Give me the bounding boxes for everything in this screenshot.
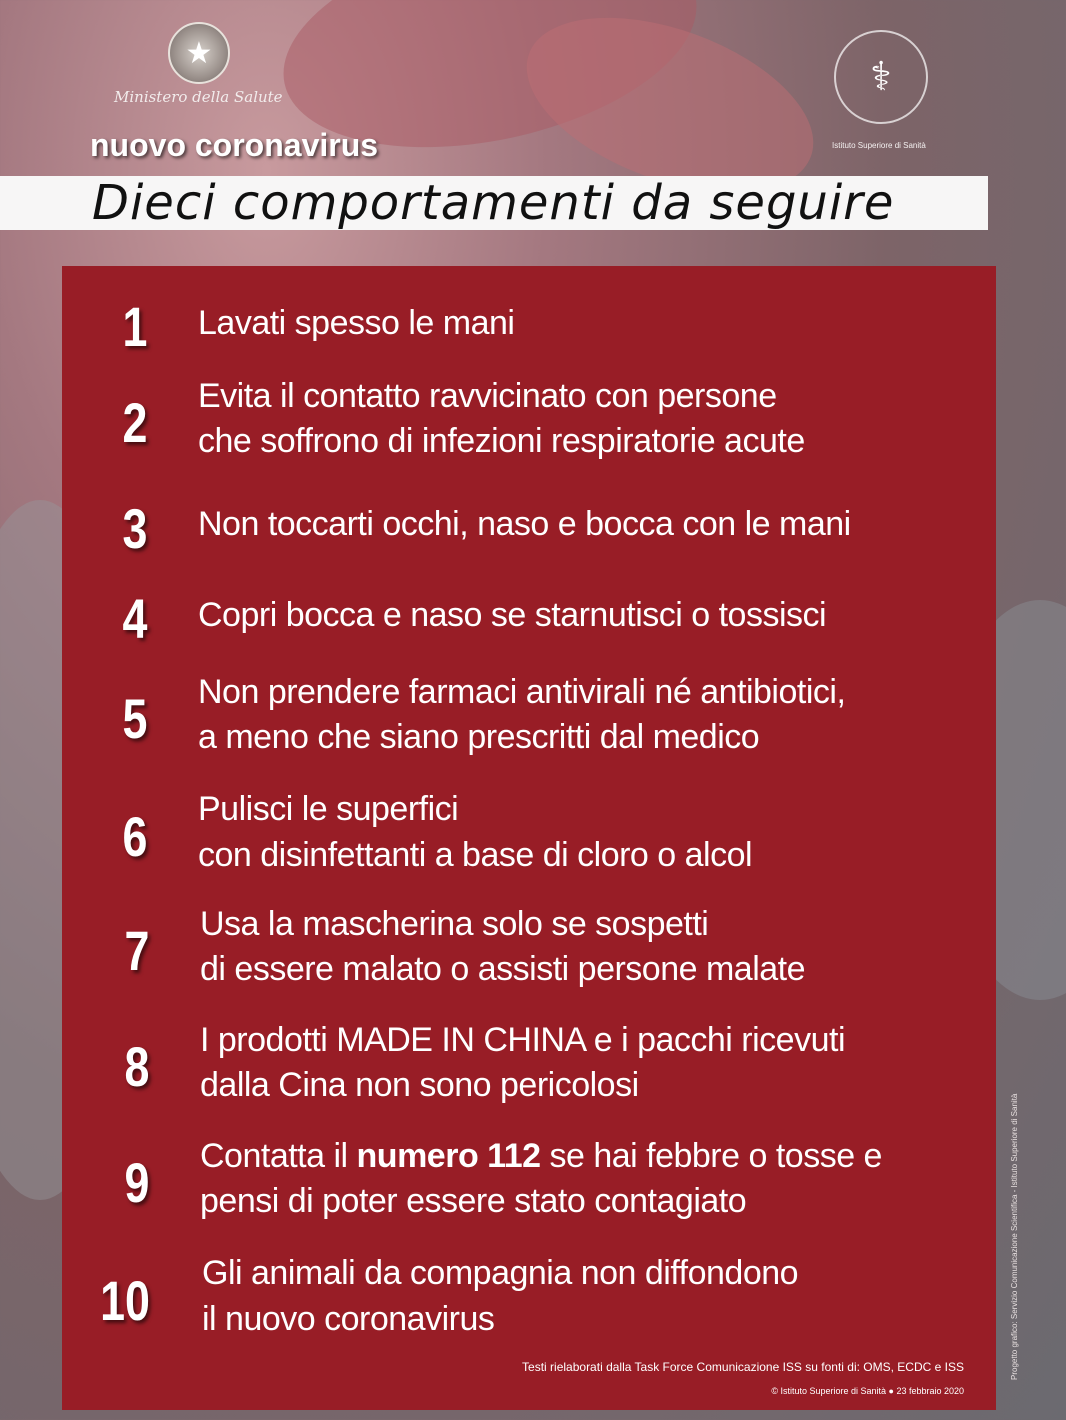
copyright-note: © Istituto Superiore di Sanità ● 23 febbraio 2020 (771, 1386, 964, 1396)
item-text: Usa la mascherina solo se sospetti (200, 905, 709, 943)
item-text: pensi di poter essere stato contagiato (200, 1182, 747, 1220)
iss-logo-icon: ⚕ (834, 30, 928, 124)
item-text: I prodotti MADE IN CHINA e i pacchi ricevuti (200, 1021, 846, 1059)
item-text: il nuovo coronavirus (202, 1300, 495, 1338)
item-text: con disinfettanti a base di cloro o alcol (198, 836, 753, 874)
item-number: 2 (122, 391, 148, 454)
item-number: 5 (122, 687, 148, 750)
item-number: 10 (100, 1269, 150, 1332)
item-number: 3 (122, 497, 148, 560)
item-number: 4 (122, 587, 148, 650)
item-text: Non prendere farmaci antivirali né antibiotici, (198, 673, 846, 711)
item-text (200, 1137, 882, 1176)
sources-note: Testi rielaborati dalla Task Force Comunicazione ISS su fonti di: OMS, ECDC e ISS (522, 1360, 964, 1374)
item-text: che soffrono di infezioni respiratorie acute (198, 422, 805, 460)
italian-republic-emblem-icon: ★ (168, 22, 230, 84)
page-title: Dieci comportamenti da seguire (92, 175, 895, 231)
item-number: 7 (124, 919, 150, 982)
item-text-part: Contatta il (200, 1137, 357, 1175)
item-number: 6 (122, 805, 148, 868)
item-number: 8 (124, 1035, 150, 1098)
vertical-credit: Progetto grafico: Servizio Comunicazione Scientifica - Istituto Superiore di Sanità (1010, 1093, 1019, 1380)
item-text: Gli animali da compagnia non diffondono (202, 1254, 799, 1292)
item-text: Non toccarti occhi, naso e bocca con le mani (198, 505, 851, 543)
item-text: Pulisci le superfici (198, 790, 459, 828)
page-subtitle: nuovo coronavirus (90, 127, 379, 163)
item-text-part: se hai febbre o tosse e (540, 1137, 882, 1175)
item-text: a meno che siano prescritti dal medico (198, 718, 760, 756)
item-text: di essere malato o assisti persone malate (200, 950, 806, 988)
item-number: 9 (124, 1151, 150, 1214)
item-text: Copri bocca e naso se starnutisci o tossisci (198, 596, 827, 634)
item-text: Lavati spesso le mani (198, 304, 515, 342)
iss-caption: Istituto Superiore di Sanità (832, 141, 926, 150)
emergency-number: numero 112 (356, 1137, 541, 1175)
item-text: Evita il contatto ravvicinato con persone (198, 377, 777, 415)
item-number: 1 (122, 295, 148, 358)
ministry-name: Ministero della Salute (114, 88, 283, 106)
item-text: dalla Cina non sono pericolosi (200, 1066, 639, 1104)
